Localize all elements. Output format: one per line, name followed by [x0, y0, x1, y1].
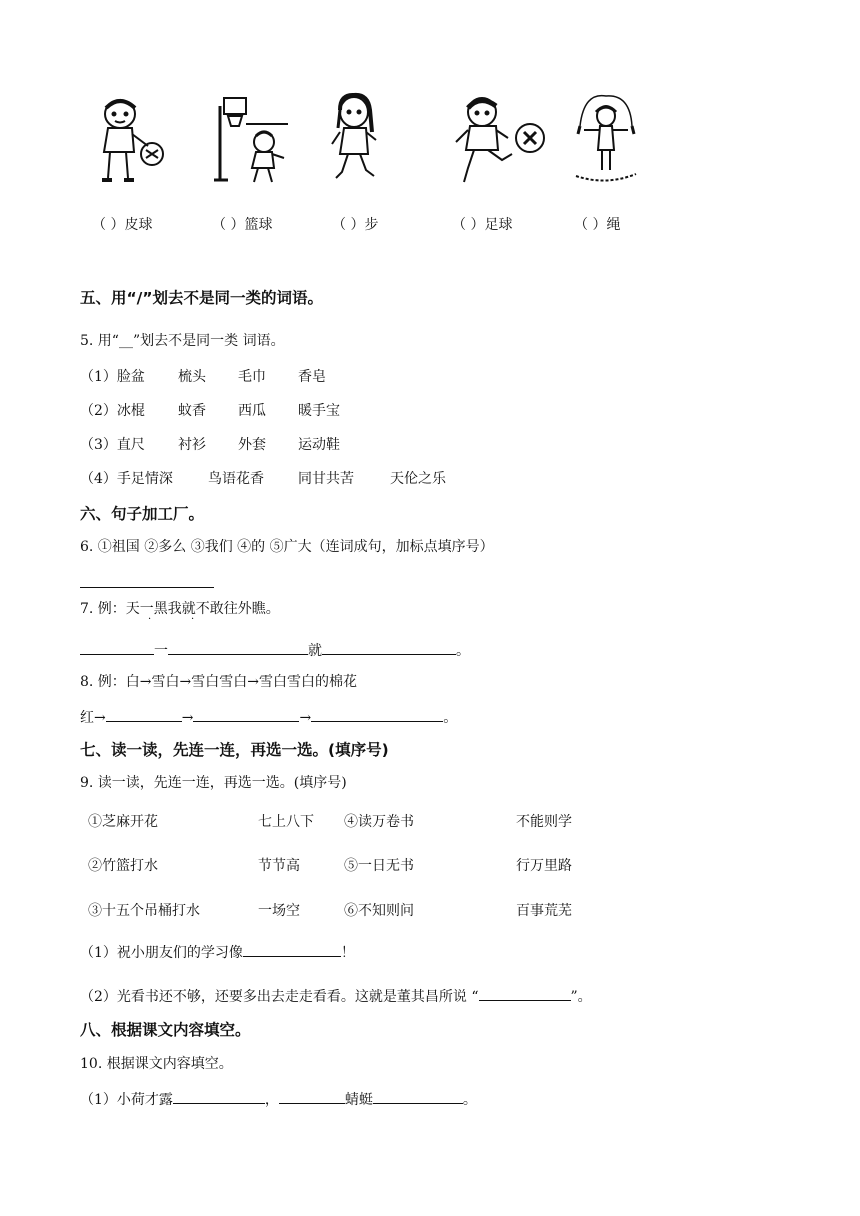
activity-label-2: （ ）篮球 [212, 217, 273, 233]
match-item[interactable]: ②竹篮打水 [88, 858, 158, 874]
match-item[interactable]: 一场空 [258, 903, 300, 919]
fill-line-7 [80, 640, 470, 660]
word-cell: 暖手宝 [298, 403, 340, 419]
word-cell: （3）直尺 [80, 437, 145, 453]
word-cell: 运动鞋 [298, 437, 340, 453]
blank-field[interactable] [168, 640, 308, 655]
connector-text: 一 [154, 643, 168, 659]
emphasis-dot: · [191, 614, 195, 625]
word-cell: （4）手足情深 [80, 471, 173, 487]
boy-kicking-soccer-icon [450, 94, 550, 188]
question-9: 9. 读一读，先连一连，再选一选。(填序号) [80, 775, 347, 791]
question-10: 10. 根据课文内容填空。 [80, 1056, 233, 1072]
question-8: 8. 例：白→雪白→雪白雪白→雪白雪白的棉花 [80, 674, 357, 690]
word-cell: 外套 [238, 437, 266, 453]
sub-question-text: （1）小荷才露 [80, 1092, 173, 1108]
section-5-heading: 五、用“/”划去不是同一类的词语。 [80, 289, 324, 307]
answer-line-6[interactable] [80, 587, 214, 588]
section-7-heading: 七、读一读，先连一连，再选一选。(填序号) [80, 741, 389, 759]
word-cell: 天伦之乐 [390, 471, 446, 487]
punctuation: 。 [456, 643, 470, 659]
match-item[interactable]: ⑥不知则问 [344, 903, 414, 919]
match-item[interactable]: 行万里路 [516, 858, 572, 874]
match-item[interactable]: ①芝麻开花 [88, 814, 158, 830]
question-9-sub-1 [80, 942, 355, 962]
blank-field[interactable] [106, 707, 182, 722]
girl-running-icon [326, 92, 386, 188]
blank-field[interactable] [373, 1089, 463, 1104]
arrow-icon: → [181, 710, 194, 726]
blank-field[interactable] [479, 986, 571, 1001]
question-7: 7. 例：天一黑我就不敢往外瞧。 [80, 601, 280, 617]
match-item[interactable]: ⑤一日无书 [344, 858, 414, 874]
sub-question-text: （1）祝小朋友们的学习像 [80, 945, 243, 961]
punctuation: 。 [462, 1092, 477, 1108]
activity-label-5: （ ）绳 [574, 217, 621, 233]
word-cell: 毛巾 [238, 369, 266, 385]
question-9-sub-2 [80, 986, 592, 1006]
arrow-icon: → [299, 710, 312, 726]
punctuation: ！ [340, 945, 355, 961]
connector-text: 蜻蜓 [344, 1092, 373, 1108]
child-basketball-hoop-icon [212, 96, 294, 186]
match-item[interactable]: 节节高 [258, 858, 300, 874]
fill-line-8 [80, 707, 457, 727]
match-item[interactable]: ④读万卷书 [344, 814, 414, 830]
word-cell: 同甘共苦 [298, 471, 354, 487]
emphasis-dot: · [148, 614, 152, 625]
word-cell: （2）冰棍 [80, 403, 145, 419]
section-8-heading: 八、根据课文内容填空。 [80, 1021, 251, 1039]
question-6: 6. ①祖国 ②多么 ③我们 ④的 ⑤广大（连词成句，加标点填序号） [80, 539, 494, 555]
match-item[interactable]: 百事荒芜 [516, 903, 572, 919]
picture-row [90, 92, 690, 192]
question-10-sub-1 [80, 1089, 477, 1109]
match-item[interactable]: 不能则学 [516, 814, 572, 830]
word-cell: 梳头 [178, 369, 206, 385]
section-6-heading: 六、句子加工厂。 [80, 505, 205, 523]
boy-bouncing-ball-icon [90, 94, 170, 186]
blank-field[interactable] [311, 707, 443, 722]
activity-label-4: （ ）足球 [452, 217, 513, 233]
blank-field[interactable] [243, 942, 341, 957]
activity-label-1: （ ）皮球 [92, 217, 153, 233]
word-cell: 西瓜 [238, 403, 266, 419]
blank-field[interactable] [322, 640, 456, 655]
punctuation: ”。 [570, 989, 592, 1005]
word-cell: 蚊香 [178, 403, 206, 419]
word-cell: （1）脸盆 [80, 369, 145, 385]
word-cell: 衬衫 [178, 437, 206, 453]
word-cell: 香皂 [298, 369, 326, 385]
blank-field[interactable] [193, 707, 299, 722]
blank-field[interactable] [80, 640, 154, 655]
word-cell: 鸟语花香 [208, 471, 264, 487]
start-word: 红→ [80, 710, 106, 726]
girl-jump-rope-icon [574, 94, 638, 186]
punctuation: 。 [443, 710, 458, 726]
sub-question-text: （2）光看书还不够，还要多出去走走看看。这就是董其昌所说 “ [80, 989, 479, 1005]
blank-field[interactable] [173, 1089, 265, 1104]
blank-field[interactable] [279, 1089, 345, 1104]
activity-label-3: （ ）步 [332, 217, 379, 233]
match-item[interactable]: 七上八下 [258, 814, 314, 830]
connector-text: 就 [308, 643, 322, 659]
punctuation: ， [264, 1092, 279, 1108]
match-item[interactable]: ③十五个吊桶打水 [88, 903, 200, 919]
question-5: 5. 用“__”划去不是同一类 词语。 [80, 333, 285, 349]
